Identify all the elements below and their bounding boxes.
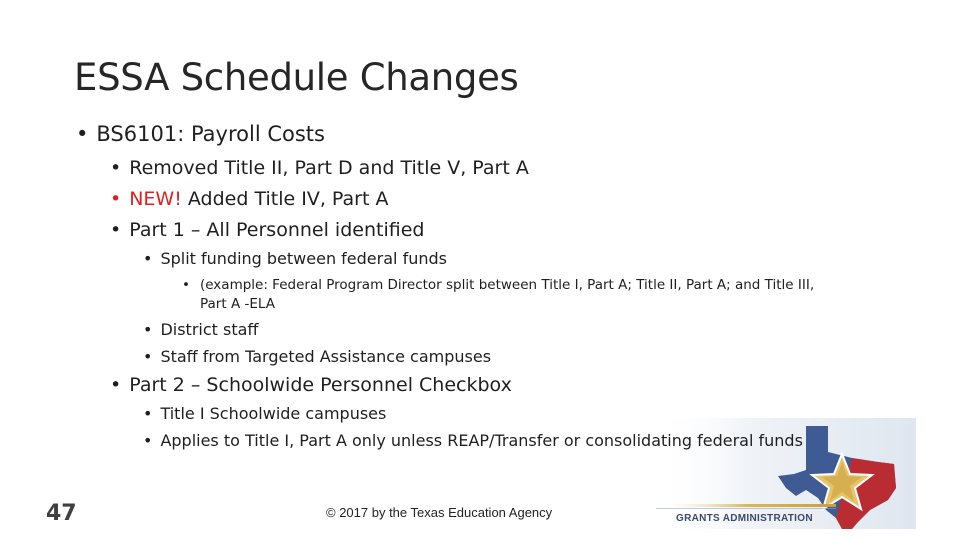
bullet-text: Added Title IV, Part A	[181, 188, 389, 210]
bullet-text: Split funding between federal funds	[160, 249, 447, 268]
bullet-split-funding	[143, 249, 447, 268]
bullet-text-line1: (example: Federal Program Director split between Title I, Part A; Title II, Part A; and Title III,	[199, 277, 815, 293]
bullet-text: Part 2 – Schoolwide Personnel Checkbox	[129, 374, 512, 396]
bullet-example-cont	[200, 295, 275, 313]
bullet-text: Applies to Title I, Part A only unless REAP/Transfer or consolidating federal funds	[160, 431, 803, 450]
bullet-example	[182, 276, 814, 294]
bullet-text: District staff	[160, 320, 259, 339]
bullet-text: Removed Title II, Part D and Title V, Part A	[129, 157, 529, 179]
bullet-glyph: •	[110, 188, 122, 210]
bullet-applies-to	[143, 431, 803, 450]
bullet-schoolwide-campuses	[143, 404, 386, 423]
bullet-text: Part 1 – All Personnel identified	[129, 219, 425, 241]
bullet-district-staff	[143, 320, 258, 339]
bullet-glyph: •	[143, 431, 153, 450]
bullet-glyph: •	[143, 320, 153, 339]
bullet-removed	[110, 157, 529, 179]
bullet-glyph: •	[76, 122, 89, 146]
logo-text: GRANTS ADMINISTRATION	[676, 513, 813, 524]
bullet-glyph: •	[110, 219, 122, 241]
bullet-part2	[110, 374, 512, 396]
new-label: NEW!	[129, 188, 182, 210]
bullet-targeted-staff	[143, 347, 491, 366]
bullet-text: BS6101: Payroll Costs	[96, 122, 325, 146]
bullet-added	[110, 188, 388, 210]
bullet-part1	[110, 219, 424, 241]
bullet-text: Staff from Targeted Assistance campuses	[160, 347, 492, 366]
slide-title: ESSA Schedule Changes	[74, 56, 519, 99]
bullet-glyph: •	[143, 347, 153, 366]
bullet-glyph: •	[143, 249, 153, 268]
copyright-footer: © 2017 by the Texas Education Agency	[326, 505, 553, 520]
bullet-glyph: •	[110, 157, 122, 179]
bullet-glyph: •	[110, 374, 122, 396]
bullet-text-line2: Part A -ELA	[200, 296, 275, 312]
bullet-text: Title I Schoolwide campuses	[160, 404, 387, 423]
bullet-glyph: •	[182, 277, 190, 293]
bullet-bs6101	[76, 122, 325, 146]
page-number: 47	[46, 501, 77, 526]
bullet-glyph: •	[143, 404, 153, 423]
